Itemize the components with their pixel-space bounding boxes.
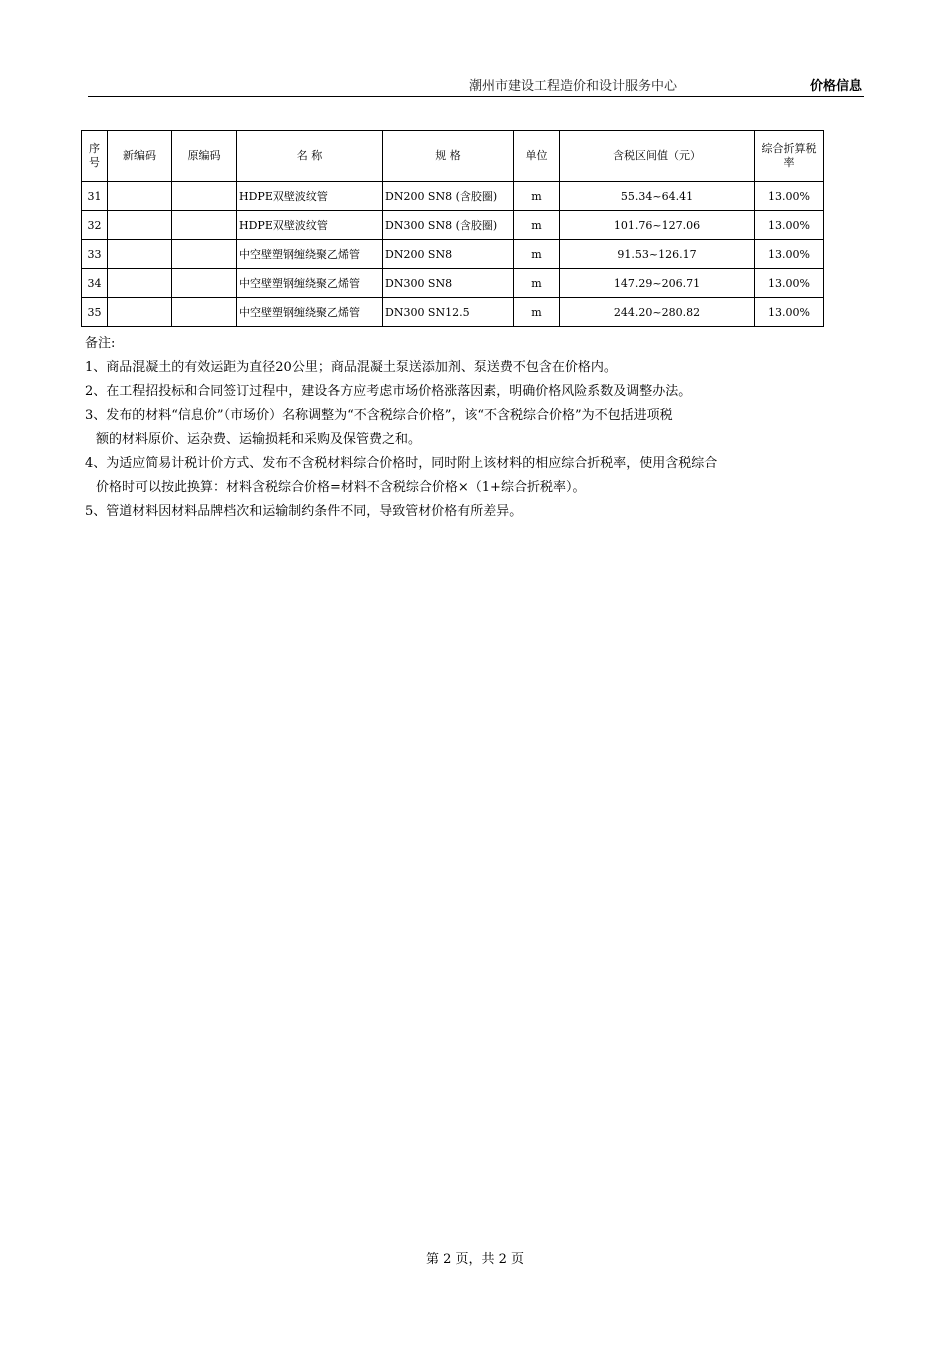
page-footer: 第 2 页，共 2 页 xyxy=(425,1252,525,1267)
cell-price-range: 147.29~206.71 xyxy=(560,269,755,298)
cell-old-code xyxy=(172,269,237,298)
cell-spec: DN300 SN8 xyxy=(383,269,514,298)
cell-old-code xyxy=(172,182,237,211)
cell-spec: DN300 SN12.5 xyxy=(383,298,514,327)
header-name: 名 称 xyxy=(237,131,383,182)
note-item-continuation: 价格时可以按此换算：材料含税综合价格=材料不含税综合价格×（1+综合折税率）。 xyxy=(96,480,586,495)
cell-old-code xyxy=(172,211,237,240)
header-title: 价格信息 xyxy=(809,79,862,94)
header-spec: 规 格 xyxy=(383,131,514,182)
cell-new-code xyxy=(108,211,172,240)
cell-spec: DN200 SN8 (含胶圈) xyxy=(383,182,514,211)
note-item: 5、管道材料因材料品牌档次和运输制约条件不同，导致管材价格有所差异。 xyxy=(85,504,523,519)
header-price-range: 含税区间值（元） xyxy=(560,131,755,182)
cell-name: 中空壁塑钢缠绕聚乙烯管 xyxy=(237,240,383,269)
cell-seq: 32 xyxy=(82,211,108,240)
note-item: 2、在工程招投标和合同签订过程中，建设各方应考虑市场价格涨落因素，明确价格风险系数及调整办法。 xyxy=(85,384,692,399)
cell-spec: DN200 SN8 xyxy=(383,240,514,269)
cell-unit: m xyxy=(514,211,560,240)
cell-old-code xyxy=(172,298,237,327)
cell-tax-rate: 13.00% xyxy=(755,211,824,240)
cell-tax-rate: 13.00% xyxy=(755,298,824,327)
cell-name: HDPE双壁波纹管 xyxy=(237,211,383,240)
cell-spec: DN300 SN8 (含胶圈) xyxy=(383,211,514,240)
cell-unit: m xyxy=(514,298,560,327)
cell-new-code xyxy=(108,240,172,269)
header-tax-rate: 综合折算税率 xyxy=(755,131,824,182)
table-row xyxy=(82,269,824,298)
cell-seq: 35 xyxy=(82,298,108,327)
price-table xyxy=(81,130,824,327)
header-organization: 潮州市建设工程造价和设计服务中心 xyxy=(468,79,677,94)
cell-name: 中空壁塑钢缠绕聚乙烯管 xyxy=(237,269,383,298)
header-seq: 序号 xyxy=(82,131,108,182)
cell-tax-rate: 13.00% xyxy=(755,269,824,298)
table-row xyxy=(82,240,824,269)
notes-heading: 备注: xyxy=(85,336,116,351)
cell-seq: 31 xyxy=(82,182,108,211)
page-header xyxy=(88,78,864,97)
cell-name: 中空壁塑钢缠绕聚乙烯管 xyxy=(237,298,383,327)
cell-old-code xyxy=(172,240,237,269)
notes-section xyxy=(85,332,815,524)
note-item: 4、为适应简易计税计价方式、发布不含税材料综合价格时，同时附上该材料的相应综合折税率，使用含税综合 xyxy=(85,456,718,471)
table-row xyxy=(82,298,824,327)
header-unit: 单位 xyxy=(514,131,560,182)
cell-price-range: 91.53~126.17 xyxy=(560,240,755,269)
cell-unit: m xyxy=(514,269,560,298)
cell-unit: m xyxy=(514,240,560,269)
note-item-continuation: 额的材料原价、运杂费、运输损耗和采购及保管费之和。 xyxy=(96,432,422,447)
cell-new-code xyxy=(108,269,172,298)
cell-new-code xyxy=(108,298,172,327)
table-header-row xyxy=(82,131,824,182)
header-old-code: 原编码 xyxy=(172,131,237,182)
note-item: 3、发布的材料“信息价”（市场价）名称调整为“不含税综合价格”，该“不含税综合价格”为不包括进项税 xyxy=(85,408,673,423)
cell-unit: m xyxy=(514,182,560,211)
cell-seq: 33 xyxy=(82,240,108,269)
cell-tax-rate: 13.00% xyxy=(755,182,824,211)
table-row xyxy=(82,182,824,211)
cell-seq: 34 xyxy=(82,269,108,298)
cell-tax-rate: 13.00% xyxy=(755,240,824,269)
cell-name: HDPE双壁波纹管 xyxy=(237,182,383,211)
cell-price-range: 55.34~64.41 xyxy=(560,182,755,211)
cell-price-range: 101.76~127.06 xyxy=(560,211,755,240)
table-row xyxy=(82,211,824,240)
cell-new-code xyxy=(108,182,172,211)
header-new-code: 新编码 xyxy=(108,131,172,182)
note-item: 1、商品混凝土的有效运距为直径20公里；商品混凝土泵送添加剂、泵送费不包含在价格内。 xyxy=(85,360,617,375)
cell-price-range: 244.20~280.82 xyxy=(560,298,755,327)
